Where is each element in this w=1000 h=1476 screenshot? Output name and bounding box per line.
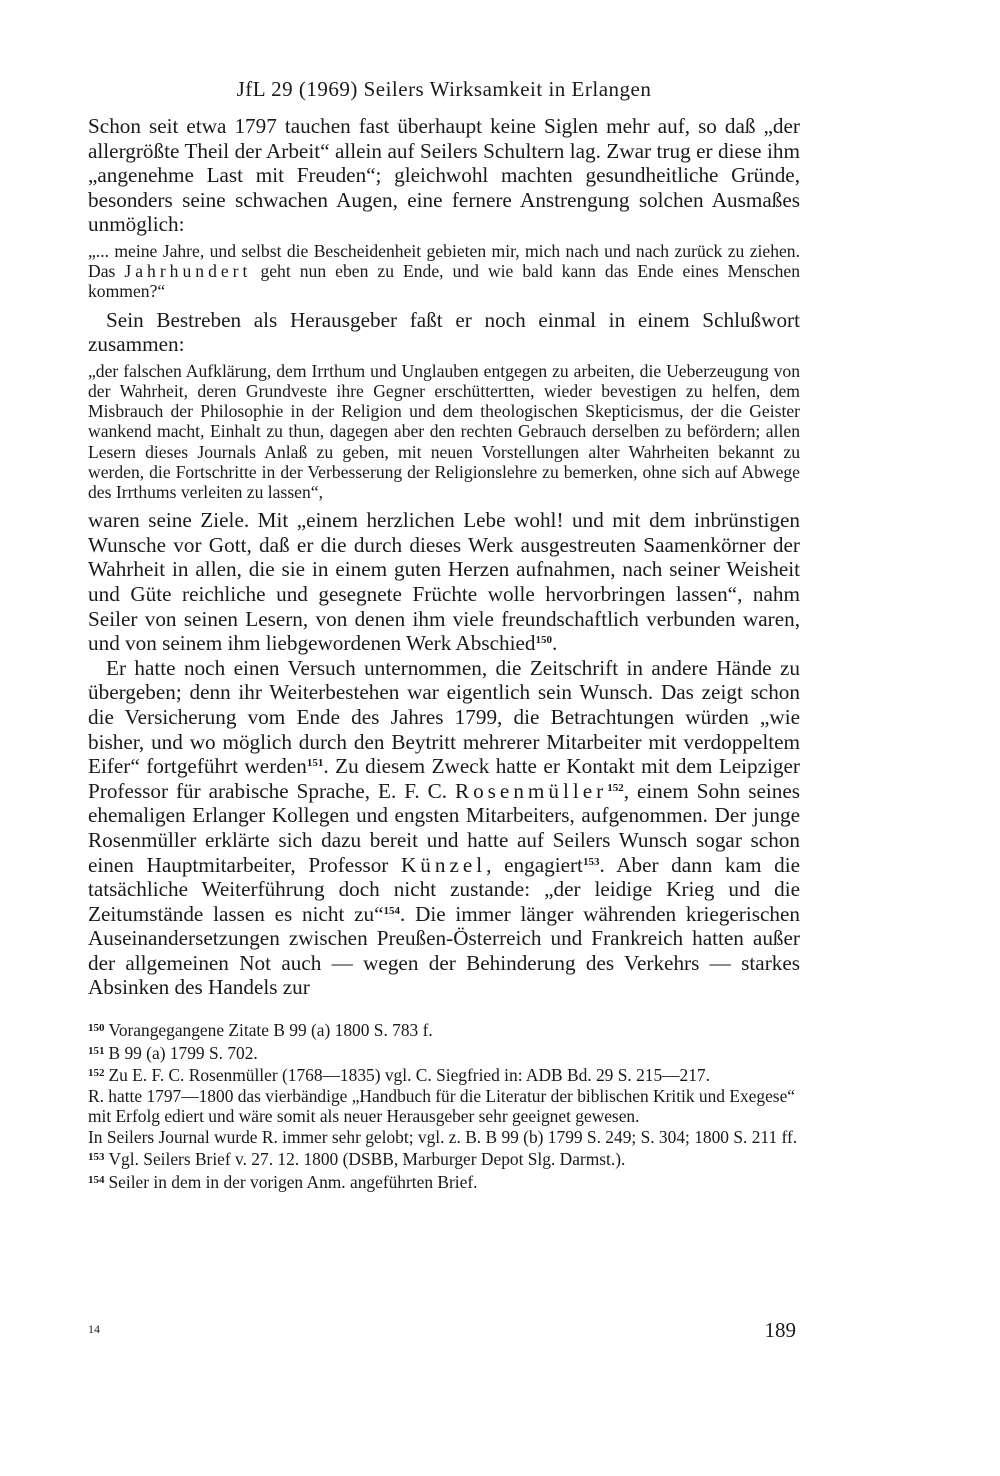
page-number: 189 bbox=[764, 1318, 796, 1342]
footnotes bbox=[88, 1018, 800, 1192]
paragraph-4-part-f: . Die immer länger währenden kriegerischen Auseinandersetzungen zwischen Preußen-Österreich und Frankreich hatten außer der allgemeinen Not auch — wegen der Behinderung des Verkehrs — starkes Absinken des Handels zur bbox=[88, 901, 800, 1000]
footnote-152-continuation-1: R. hatte 1797—1800 das vierbändige „Handbuch für die Literatur der biblischen Kritik und Exegese“ mit Erfolg ediert und wäre somit als neuer Herausgeber sehr geeignet gewesen. bbox=[88, 1085, 796, 1127]
paragraph-1: Schon seit etwa 1797 tauchen fast überhaupt keine Siglen mehr auf, so daß „der allergrößte Theil der Arbeit“ allein auf Seilers Schultern lag. Zwar trug er diese ihm „angenehme Last mit Freuden“; gleichwohl machten gesundheitliche Gründe, besonders seine schwachen Augen, eine fernere Anstrengung solchen Ausmaßes unmöglich: bbox=[88, 114, 800, 237]
paragraph-3-end: . bbox=[551, 631, 558, 656]
paragraph-4-part-a: Er hatte noch einen Versuch unternommen, die Zeitschrift in andere Hände zu übergeben; denn ihr Weiterbestehen war eigentlich sein Wunsch. Das zeigt schon die Versicherung vom Ende des Jahres 1799, die Betrachtungen würden „wie bisher, und wo möglich durch den Beytritt mehrerer Mitarbeiter mit verdoppeltem Eifer“ fortgeführt werden bbox=[88, 655, 800, 779]
quote-1-spaced-word: Jahrhundert bbox=[124, 261, 252, 282]
footnote-text: Zu E. F. C. Rosenmüller (1768—1835) vgl. C. Siegfried in: ADB Bd. 29 S. 215—217. bbox=[108, 1065, 710, 1086]
footnote-ref-153: 153 bbox=[582, 855, 600, 868]
paragraph-4-part-c: , einem Sohn seines ehemaligen Erlanger Kollegen und engsten Mitarbeiters, aufgenommen. Der junge Rosenmüller erklärte sich dazu bereit und hatte auf Seilers Wunsch sogar schon einen Hauptmitarbeiter, Professor bbox=[88, 778, 800, 877]
block-quote-2: „der falschen Aufklärung, dem Irrthum und Unglauben entgegen zu arbeiten, die Ueberzeugung von der Wahrheit, deren Grundveste ihre Gegner erschüttertten, wieder bevestigen zu helfen, dem Misbrauch der Philosophie in der Religion und dem theologischen Skepticismus, der die Geister wankend macht, Einhalt zu thun, dagegen aber den rechten Gebrauch derselben zu befördern; allen Lesern dieses Journals Anlaß zu geben, mit neuen Vorstellungen alter Wahrheiten bekannt zu werden, die Fortschritte in der Verbesserung der Religionslehre zu bemerken, ohne sich auf Abwege des Irrthums verleiten zu lassen“, bbox=[88, 360, 800, 502]
signature-mark: 14 bbox=[88, 1322, 100, 1336]
block-quote-1 bbox=[88, 241, 800, 302]
body-text bbox=[88, 114, 800, 1000]
paragraph-4-part-b: . Zu diesem Zweck hatte er Kontakt mit dem Leipziger Professor für arabische Sprache, E. F. C. bbox=[88, 754, 800, 803]
footnote-text: Vgl. Seilers Brief v. 27. 12. 1800 (DSBB, Marburger Depot Slg. Darmst.). bbox=[108, 1149, 626, 1170]
footnote-152-continuation-2: In Seilers Journal wurde R. immer sehr gelobt; vgl. z. B. B 99 (b) 1799 S. 249; S. 304; 1800 S. 211 ff. bbox=[88, 1126, 798, 1147]
footnote-150 bbox=[88, 1018, 800, 1041]
footnote-text: B 99 (a) 1799 S. 702. bbox=[108, 1042, 258, 1063]
paragraph-4-part-d: , engagiert bbox=[486, 852, 583, 877]
paragraph-4 bbox=[88, 656, 800, 1000]
paragraph-2: Sein Bestreben als Herausgeber faßt er noch einmal in einem Schlußwort zusammen: bbox=[88, 307, 800, 357]
footnote-151 bbox=[88, 1041, 800, 1064]
page-footer bbox=[88, 1318, 800, 1348]
footnote-number: 150 bbox=[88, 1022, 105, 1035]
footnote-ref-152: 152 bbox=[607, 781, 624, 794]
footnote-number: 151 bbox=[88, 1044, 105, 1057]
footnote-text: Seiler in dem in der vorigen Anm. angeführten Brief. bbox=[108, 1171, 478, 1192]
quote-1-part-b: geht nun eben zu Ende, und wie bald kann das Ende eines Menschen kommen?“ bbox=[88, 261, 800, 302]
quote-1-part-a: „... meine Jahre, und selbst die Bescheidenheit gebieten mir, mich nach und nach zurück zu ziehen. Das bbox=[88, 240, 800, 282]
paragraph-3-text: waren seine Ziele. Mit „einem herzlichen Lebe wohl! und mit dem inbrünstigen Wunsche vor Gott, daß er die durch dieses Werk ausgestreuten Saamenkörner der Wahrheit in allen, die sie in einem guten Herzen aufnahmen, nach seiner Weisheit und Güte reichliche und gesegnete Früchte wolle hervorbringen lassen“, nahm Seiler von seinen Lesern, von denen ihm viele freundschaftlich verbunden waren, und von seinem ihm liebgewordenen Werk Abschied bbox=[88, 508, 800, 656]
footnote-ref-154: 154 bbox=[383, 904, 401, 917]
footnote-number: 152 bbox=[88, 1067, 105, 1080]
page-content bbox=[88, 76, 800, 1192]
footnote-ref-151: 151 bbox=[306, 757, 324, 770]
paragraph-3 bbox=[88, 508, 800, 656]
spaced-name-rosenmueller: Rosenmüller bbox=[454, 778, 608, 803]
running-head: JfL 29 (1969) Seilers Wirksamkeit in Erlangen bbox=[236, 77, 652, 101]
footnote-text: Vorangegangene Zitate B 99 (a) 1800 S. 783 f. bbox=[108, 1020, 433, 1041]
paragraph-4-part-e: . Aber dann kam die tatsächliche Weiterführung doch nicht zustande: „der leidige Krieg und die Zeitumstände lassen es nicht zu“ bbox=[88, 852, 800, 926]
footnote-number: 153 bbox=[88, 1151, 105, 1164]
footnote-ref-150: 150 bbox=[535, 634, 552, 647]
spaced-name-kuenzel: Künzel bbox=[400, 852, 487, 877]
footnote-152 bbox=[88, 1063, 800, 1086]
footnote-number: 154 bbox=[88, 1173, 105, 1186]
footnote-153 bbox=[88, 1147, 800, 1170]
footnote-154 bbox=[88, 1170, 800, 1193]
